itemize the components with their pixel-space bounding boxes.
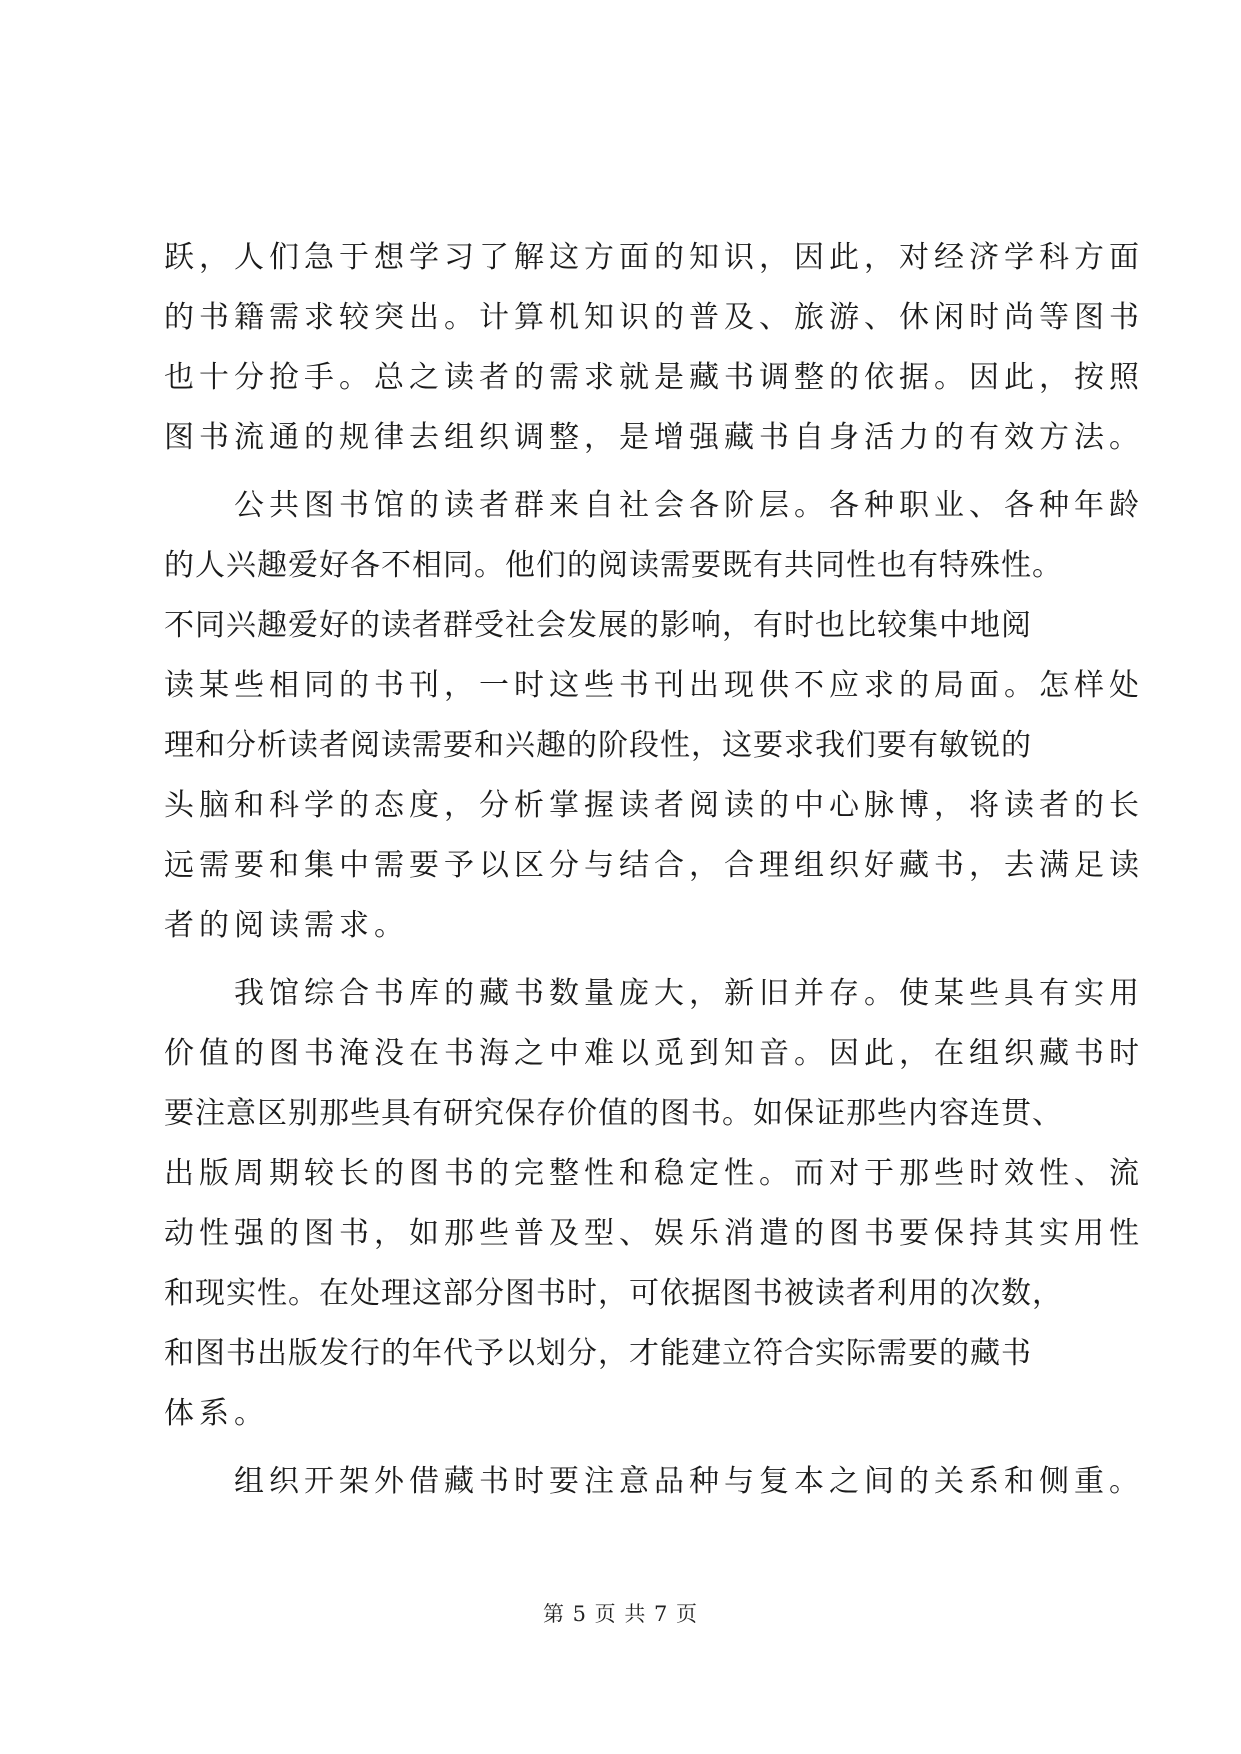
paragraph xyxy=(164,964,1144,1444)
document-body xyxy=(164,228,1144,1512)
paragraph-gap xyxy=(164,956,1094,964)
text-line: 不同兴趣爱好的读者群受社会发展的影响，有时也比较集中地阅 xyxy=(164,608,1032,643)
text-line: 的人兴趣爱好各不相同。他们的阅读需要既有共同性也有特殊性。 xyxy=(164,548,1063,583)
text-line: 体系。 xyxy=(164,1396,269,1431)
text-line: 跃，人们急于想学习了解这方面的知识，因此，对经济学科方面 xyxy=(164,240,1144,275)
text-line: 组织开架外借藏书时要注意品种与复本之间的关系和侧重。 xyxy=(164,1464,1144,1499)
text-line: 读某些相同的书刊，一时这些书刊出现供不应求的局面。怎样处 xyxy=(164,668,1144,703)
text-line: 要注意区别那些具有研究保存价值的图书。如保证那些内容连贯、 xyxy=(164,1096,1063,1131)
text-line: 头脑和科学的态度，分析掌握读者阅读的中心脉博，将读者的长 xyxy=(164,788,1144,823)
text-line: 理和分析读者阅读需要和兴趣的阶段性，这要求我们要有敏锐的 xyxy=(164,728,1032,763)
text-line: 我馆综合书库的藏书数量庞大，新旧并存。使某些具有实用 xyxy=(164,976,1144,1011)
paragraph-gap xyxy=(164,1444,1094,1452)
text-line: 和现实性。在处理这部分图书时，可依据图书被读者利用的次数， xyxy=(164,1276,1063,1311)
text-line: 和图书出版发行的年代予以划分，才能建立符合实际需要的藏书 xyxy=(164,1336,1032,1371)
text-line: 动性强的图书，如那些普及型、娱乐消遣的图书要保持其实用性 xyxy=(164,1216,1144,1251)
text-line: 者的阅读需求。 xyxy=(164,908,409,943)
text-line: 图书流通的规律去组织调整，是增强藏书自身活力的有效方法。 xyxy=(164,420,1144,455)
text-line: 价值的图书淹没在书海之中难以觅到知音。因此，在组织藏书时 xyxy=(164,1036,1144,1071)
text-line: 远需要和集中需要予以区分与结合，合理组织好藏书，去满足读 xyxy=(164,848,1144,883)
paragraph xyxy=(164,1452,1144,1512)
text-line: 公共图书馆的读者群来自社会各阶层。各种职业、各种年龄 xyxy=(164,488,1144,523)
paragraph xyxy=(164,228,1144,468)
text-line: 的书籍需求较突出。计算机知识的普及、旅游、休闲时尚等图书 xyxy=(164,300,1144,335)
page-number-footer: 第 5 页 共 7 页 xyxy=(542,1602,699,1626)
paragraph xyxy=(164,476,1144,956)
text-line: 出版周期较长的图书的完整性和稳定性。而对于那些时效性、流 xyxy=(164,1156,1144,1191)
text-line: 也十分抢手。总之读者的需求就是藏书调整的依据。因此，按照 xyxy=(164,360,1144,395)
paragraph-gap xyxy=(164,468,1094,476)
